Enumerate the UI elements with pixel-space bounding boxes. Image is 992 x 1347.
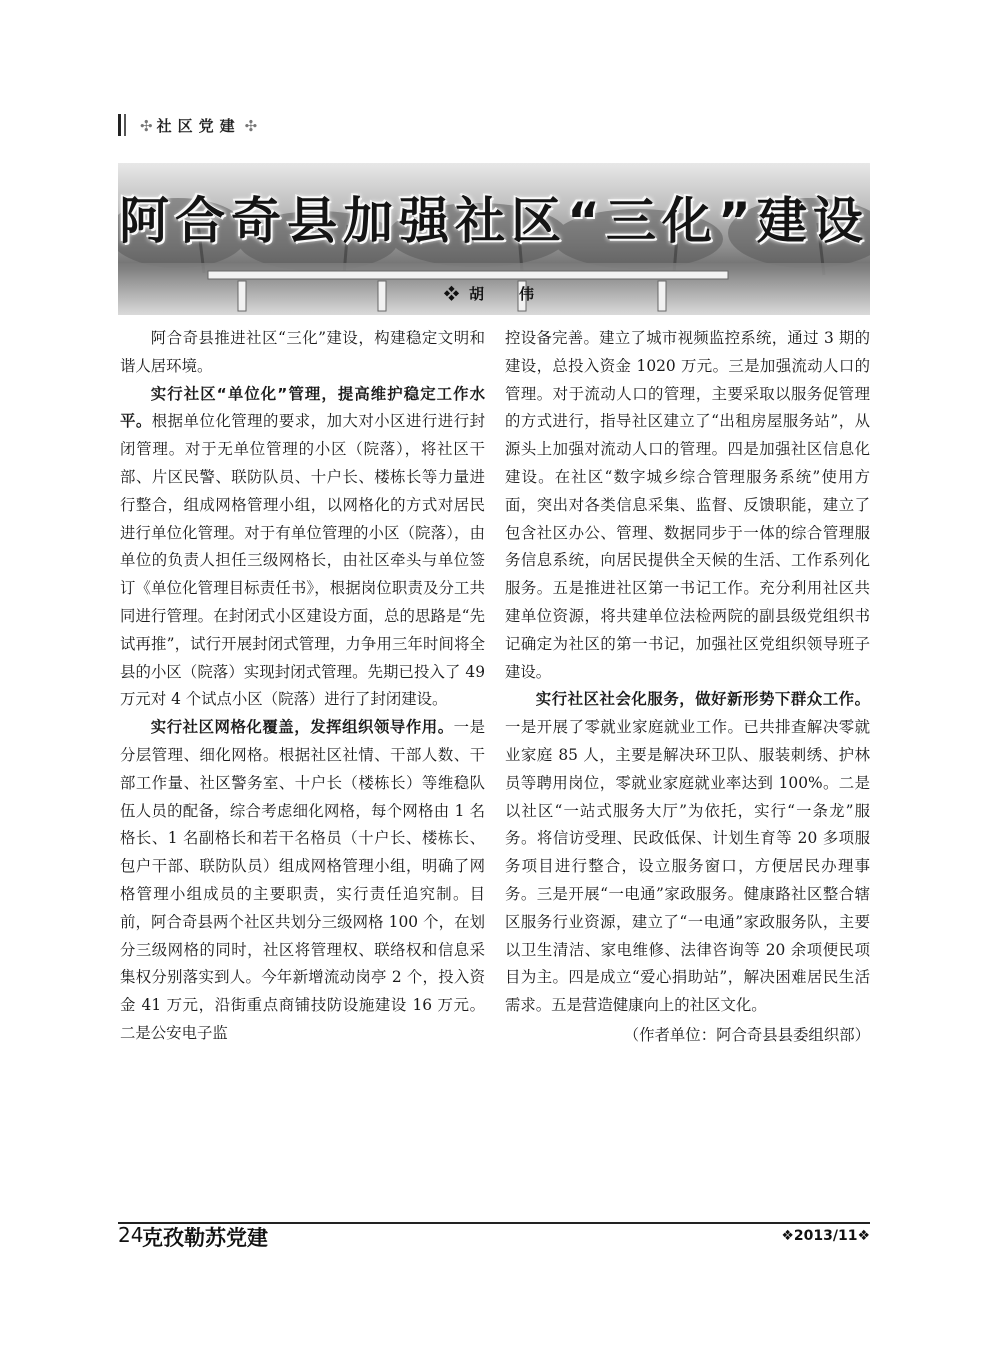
article-author: ❖胡 伟 — [443, 285, 544, 303]
paragraph: 控设备完善。建立了城市视频监控系统，通过 3 期的建设，总投入资金 1020 万元。三是加强流动人口的管理。对于流动人口的管理，主要采取以服务促管理的方式进行，指导社区建立了“出租房屋服务站”，从源头上加强对流动人口的管理。四是加强社区信息化建设。在社区“数字城乡综合管理服务系统”使用方面，突出对各类信息采集、监督、反馈职能，建立了包含社区办公、管理、数据同步于一体的综合管理服务信息系统，向居民提供全天候的生活、工作系列化服务。五是推进社区第一书记工作。充分利用社区共建单位资源，将共建单位法检两院的副县级党组织书记确定为社区的第一书记，加强社区党组织领导班子建设。 — [505, 329, 870, 681]
paragraph-heading: 实行社区网格化覆盖，发挥组织领导作用。 — [150, 718, 454, 737]
ornament-icon: ✣ — [140, 116, 153, 135]
page-number: 24 — [118, 1223, 144, 1247]
paragraph: 实行社区网格化覆盖，发挥组织领导作用。一是分层管理、细化网格。根据社区社情、干部人数、干部工作量、社区警务室、十户长（楼栋长）等维稳队伍人员的配备，综合考虑细化网格，每个网格由 1 名格长、1 名副格长和若干名格员（十户长、楼栋长、包户干部、联防队员）组成网格管理小组，明确了网格管理小组成员的主要职责，实行责任追究制。目前，阿合奇县两个社区共划分三级网格 100 个，在划分三级网格的同时，社区将管理权、联络权和信息采集权分别落实到人。今年新增流动岗亭 2 个，投入资金 41 万元，沿街重点商铺技防设施建设 16 万元。二是公安电子监 — [120, 718, 485, 1042]
paragraph: 实行社区社会化服务，做好新形势下群众工作。一是开展了零就业家庭就业工作。已共排查解决零就业家庭 85 人，主要是解决环卫队、服装刺绣、护林员等聘用岗位，零就业家庭就业率达到 100%。二是以社区“一站式服务大厅”为依托，实行“一条龙”服务。将信访受理、民政低保、计划生育等 20 多项服务项目进行整合，设立服务窗口，方便居民办理事务。三是开展“一电通”家政服务。健康路社区整合辖区服务行业资源，建立了“一电通”家政服务队，主要以卫生清洁、家电维修、法律咨询等 20 余项便民项目为主。四是成立“爱心捐助站”，解决困难居民生活需求。五是营造健康向上的社区文化。 — [505, 690, 870, 1015]
ornament-icon: ✣ — [244, 116, 258, 135]
right-column — [505, 325, 870, 1050]
header-bars-icon — [118, 114, 126, 136]
section-tag — [136, 115, 261, 136]
paragraph: 阿合奇县推进社区“三化”建设，构建稳定文明和谐人居环境。 — [120, 329, 485, 375]
section-label: 社区党建 — [156, 116, 241, 135]
left-column — [120, 325, 485, 1048]
issue-number: ❖2013/11❖ — [781, 1228, 870, 1244]
article-title: 阿合奇县加强社区“三化”建设 — [119, 192, 869, 250]
section-header — [118, 112, 261, 138]
paragraph-heading: 实行社区社会化服务，做好新形势下群众工作。 — [535, 690, 870, 709]
title-banner — [118, 163, 870, 315]
magazine-name: 克孜勒苏党建 — [142, 1226, 268, 1250]
author-affiliation: （作者单位：阿合奇县县委组织部） — [623, 1025, 870, 1044]
paragraph-heading: 实行社区“单位化”管理，提高维护稳定工作水平。 — [120, 384, 485, 431]
paragraph: 实行社区“单位化”管理，提高维护稳定工作水平。根据单位化管理的要求，加大对小区进行进行封闭管理。对于无单位管理的小区（院落），将社区干部、片区民警、联防队员、十户长、楼栋长等力量进行整合，组成网格管理小组，以网格化的方式对居民进行单位化管理。对于有单位管理的小区（院落），由单位的负责人担任三级网格长，由社区牵头与单位签订《单位化管理目标责任书》，根据岗位职责及分工共同进行管理。在封闭式小区建设方面，总的思路是“先试再推”，试行开展封闭式管理，力争用三年时间将全县的小区（院落）实现封闭式管理。先期已投入了 49 万元对 4 个试点小区（院落）进行了封闭建设。 — [120, 384, 485, 709]
